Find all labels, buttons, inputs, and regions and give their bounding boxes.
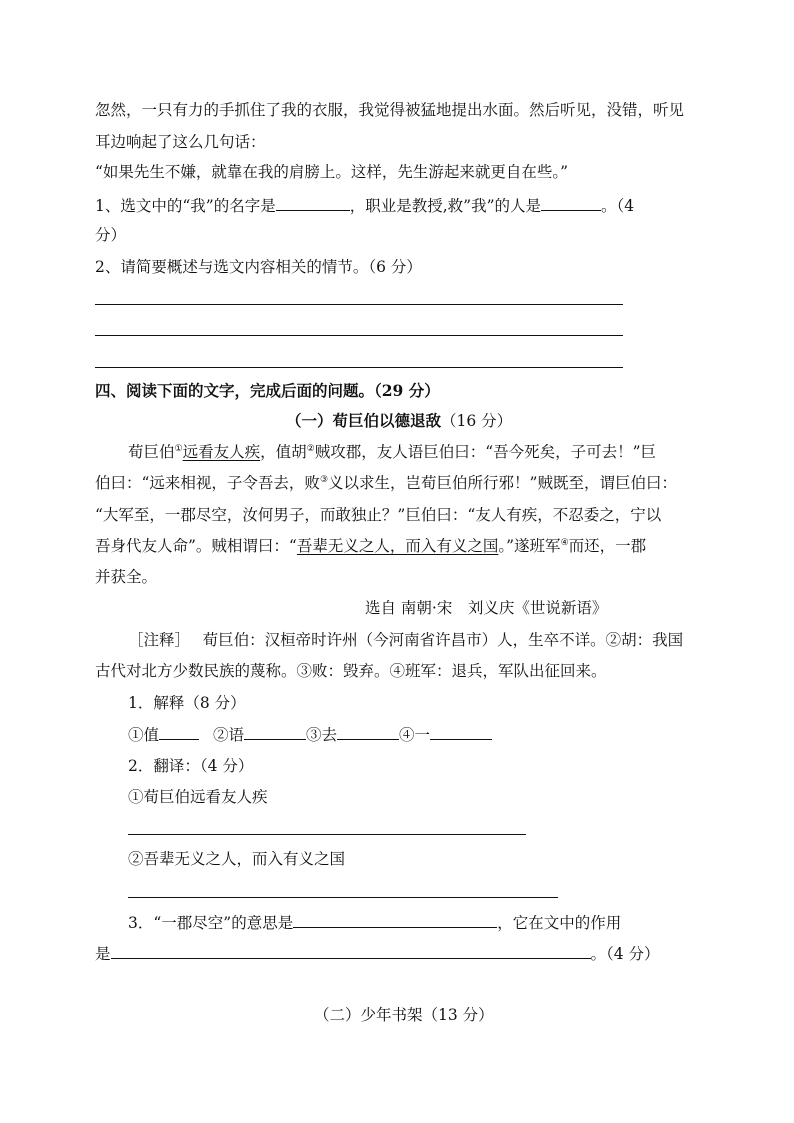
classical-text-line-1 <box>128 441 656 463</box>
passage-line-2: 耳边响起了这么几句话： <box>95 133 266 151</box>
subquestion-3-cont <box>95 942 660 965</box>
item-label-3: ③去 <box>306 726 338 744</box>
subsection-1-heading <box>286 410 512 432</box>
passage-line-3: “如果先生不嫌，就靠在我的肩膀上。这样，先生游起来就更自在些。” <box>95 163 569 181</box>
answer-blank-meaning[interactable] <box>293 911 497 928</box>
question-1-score-cont: 分） <box>95 226 127 244</box>
item-label-4: ④一 <box>399 726 431 744</box>
translation-answer-line-2[interactable] <box>128 897 558 898</box>
source-attribution: 选自 南朝·宋 刘义庆《世说新语》 <box>365 599 608 617</box>
question-1-text-a: 1、选文中的“我”的名字是 <box>95 197 276 215</box>
answer-blank-name[interactable] <box>276 194 350 211</box>
notes-line-2: 古代对北方少数民族的蔑称。③败：毁弃。④班军：退兵，军队出征回来。 <box>95 662 607 680</box>
subquestion-3-text-b: ，它在文中的作用 <box>497 914 622 932</box>
subsection-1-score: （16 分） <box>441 412 513 430</box>
text-segment: 。”遂班军 <box>498 537 561 555</box>
answer-blank-function[interactable] <box>111 942 591 959</box>
subquestion-3-text-a: 3．“一郡尽空”的意思是 <box>128 914 294 932</box>
answer-blank-qu[interactable] <box>337 723 399 740</box>
question-1-text-c: 。（4 <box>601 197 635 215</box>
text-segment: 义以求生，岂荀巨伯所行邪！”贼既至，谓巨伯曰： <box>328 474 677 492</box>
answer-blank-yi[interactable] <box>430 723 492 740</box>
subquestion-3-text-c: 是 <box>95 945 111 963</box>
classical-text-line-3: “大军至，一郡尽空，汝何男子，而敢独止？”巨伯曰：“友人有疾，不忍委之，宁以 <box>95 506 662 524</box>
answer-line-3[interactable] <box>95 367 623 368</box>
subquestion-3-text-d: 。（4 分） <box>590 945 660 963</box>
item-label-2: ②语 <box>213 726 245 744</box>
answer-blank-yu[interactable] <box>244 723 306 740</box>
translation-answer-line-1[interactable] <box>128 834 526 835</box>
notes-line-1: ［注释］ 荀巨伯：汉桓帝时许州（今河南省许昌市）人，生卒不详。②胡：我国 <box>128 631 684 649</box>
classical-text-line-5: 并获全。 <box>95 568 158 586</box>
footnote-marker: ① <box>174 444 183 454</box>
subquestion-2-title: 2．翻译：（4 分） <box>128 757 254 775</box>
text-segment: ，值胡 <box>260 443 307 461</box>
subsection-1-title: （一）荀巨伯以德退敌 <box>286 411 442 430</box>
question-2: 2、请简要概述与选文内容相关的情节。（6 分） <box>95 258 422 276</box>
subsection-2-title: （二）少年书架（13 分） <box>314 1006 494 1024</box>
answer-blank-rescuer[interactable] <box>541 194 601 211</box>
question-1-text-b: ，职业是教授,救”我”的人是 <box>349 197 541 215</box>
translate-sentence-2: ②吾辈无义之人，而入有义之国 <box>128 850 346 868</box>
underlined-phrase: 吾辈无义之人，而入有义之国 <box>296 537 499 555</box>
text-segment: 而还，一郡 <box>568 537 647 555</box>
classical-text-line-4 <box>95 535 646 557</box>
section-4-title: 四、阅读下面的文字，完成后面的问题。（29 分） <box>95 381 440 400</box>
answer-line-1[interactable] <box>95 304 623 305</box>
text-segment: 荀巨伯 <box>128 443 175 461</box>
footnote-marker: ② <box>306 444 315 454</box>
passage-line-1: 忽然，一只有力的手抓住了我的衣服，我觉得被猛地提出水面。然后听见，没错，听见 <box>95 101 685 119</box>
answer-blank-zhi[interactable] <box>159 723 199 740</box>
item-label-1: ①值 <box>128 726 160 744</box>
text-segment: 伯曰：“远来相视，子令吾去，败 <box>95 474 320 492</box>
answer-line-2[interactable] <box>95 335 623 336</box>
classical-text-line-2 <box>95 472 677 494</box>
subquestion-1-title: 1．解释（8 分） <box>128 694 246 712</box>
subquestion-1-items <box>128 723 492 746</box>
text-segment: 贼攻郡，友人语巨伯曰：“吾今死矣，子可去！”巨 <box>314 443 657 461</box>
subquestion-3 <box>128 911 621 934</box>
text-segment: 吾身代友人命”。贼相谓曰：“ <box>95 537 297 555</box>
footnote-marker: ③ <box>319 475 329 485</box>
question-1 <box>95 194 634 217</box>
footnote-marker: ④ <box>560 538 569 548</box>
translate-sentence-1: ①荀巨伯远看友人疾 <box>128 788 268 806</box>
underlined-phrase: 远看友人疾 <box>182 443 261 461</box>
